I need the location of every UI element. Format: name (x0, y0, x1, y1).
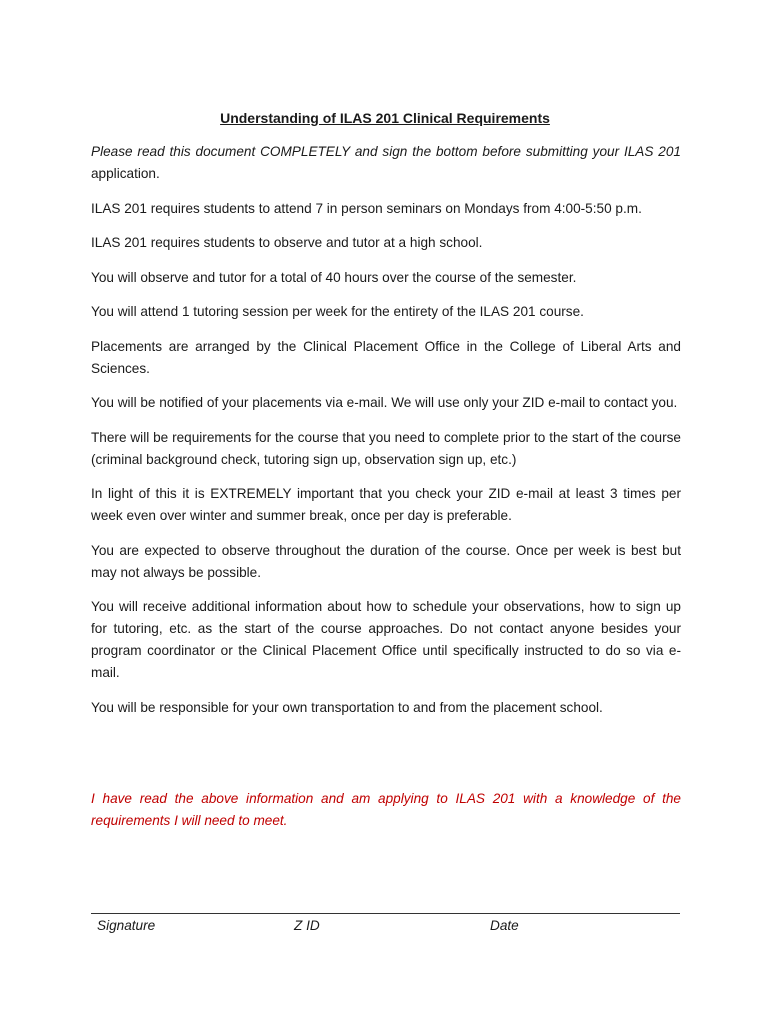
requirement-paragraph-observation-duration: You are expected to observe throughout the duration of the course. Once per week is best but may not always be possible. (91, 542, 681, 580)
requirement-paragraph-hours: You will observe and tutor for a total of 40 hours over the course of the semester. (91, 269, 577, 285)
requirement-paragraph-email-check: In light of this it is EXTREMELY important that you check your ZID e-mail at least 3 times per week even over winter and summer break, once per day is preferable. (91, 486, 681, 523)
requirement-paragraph-additional-info: You will receive additional information about how to schedule your observations, how to sign up for tutoring, etc. as the start of the course approaches. Do not contact anyone besides your program coordinator or the Clinical Placement Office until specifically instructed to do so via e-mail. (91, 599, 681, 680)
signature-label: Signature (97, 918, 156, 933)
requirement-paragraph-prerequisites: There will be requirements for the course that you need to complete prior to the start of the course (criminal background check, tutoring sign up, observation sign up, etc.) (91, 429, 681, 467)
requirement-paragraph-observe-tutor: ILAS 201 requires students to observe and tutor at a high school. (91, 235, 483, 250)
intro-paragraph (91, 141, 681, 185)
document-title: Understanding of ILAS 201 Clinical Requirements (220, 110, 550, 126)
intro-instruction: Please read this document COMPLETELY and sign the bottom before submitting your ILAS 201 (91, 144, 681, 159)
signature-line[interactable] (91, 913, 680, 914)
requirement-paragraph-weekly-session: You will attend 1 tutoring session per week for the entirety of the ILAS 201 course. (91, 304, 584, 319)
acknowledgement-statement: I have read the above information and am applying to ILAS 201 with a knowledge of the requirements I will need to meet. (91, 791, 681, 828)
requirement-paragraph-notification: You will be notified of your placements via e-mail. We will use only your ZID e-mail to contact you. (91, 395, 678, 410)
intro-instruction-end: application. (91, 166, 160, 181)
zid-label: Z ID (294, 918, 320, 933)
requirement-paragraph-transportation: You will be responsible for your own transportation to and from the placement school. (91, 699, 603, 715)
date-label: Date (490, 918, 519, 933)
requirement-paragraph-placements: Placements are arranged by the Clinical Placement Office in the College of Liberal Arts and Sciences. (91, 338, 681, 376)
requirement-paragraph-seminars: ILAS 201 requires students to attend 7 in person seminars on Mondays from 4:00-5:50 p.m. (91, 200, 642, 216)
document-body (91, 141, 681, 731)
